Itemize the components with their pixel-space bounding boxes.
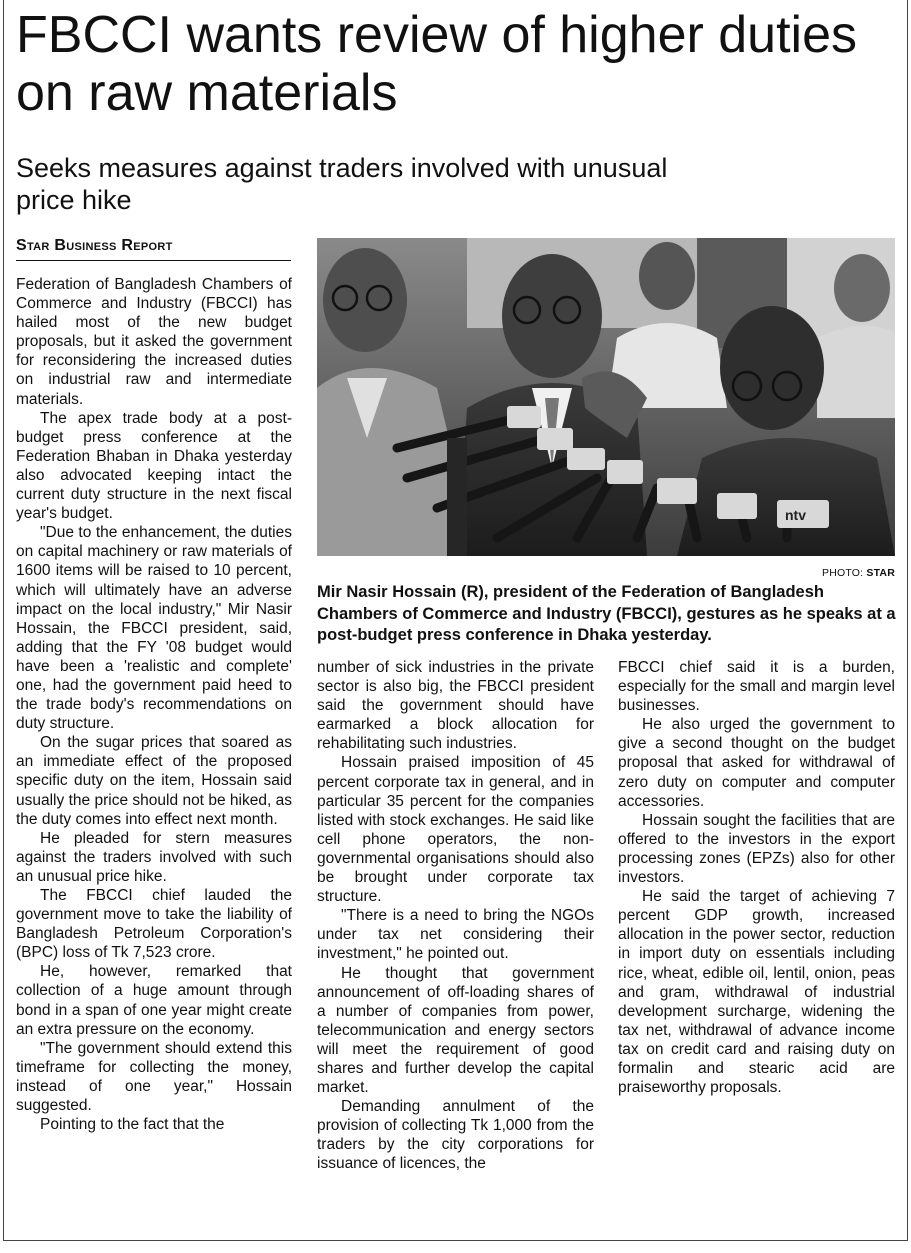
paragraph: Federation of Bangladesh Chambers of Commerce and Industry (FBCCI) has hailed most of the new budget proposals, but it asked the government for reconsidering the increased duties on industrial raw and intermediate materials.: [16, 276, 292, 408]
photo-credit-source: STAR: [866, 567, 895, 579]
paragraph: number of sick industries in the private sector is also big, the FBCCI president said the government should have earmarked a block allocation for rehabilitating such industries.: [317, 659, 594, 753]
byline: Star Business Report: [16, 237, 291, 261]
page-border-left: [3, 0, 4, 1241]
paragraph: He also urged the government to give a second thought on the budget proposal that asked for withdrawal of zero duty on computer and computer accessories.: [618, 716, 895, 810]
photo-credit: [700, 567, 895, 579]
page-border-right: [907, 0, 908, 1241]
photo-caption: Mir Nasir Hossain (R), president of the Federation of Bangladesh Chambers of Commerce and Industry (FBCCI), gestures as he speaks at a post-budget press conference in Dhaka yesterday.: [317, 583, 896, 644]
paragraph: Hossain sought the facilities that are offered to the investors in the export processing zones (EPZs) also for other investors.: [618, 811, 895, 887]
photo-credit-label: PHOTO:: [822, 567, 864, 579]
paragraph: Hossain praised imposition of 45 percent corporate tax in general, and in particular 35 percent for the companies listed with stock exchanges. He said like cell phone operators, the non-governmental organisations should also be brought under corporate tax structure.: [317, 754, 594, 906]
page-border-bottom: [3, 1240, 908, 1241]
paragraph: The apex trade body at a post-budget press conference at the Federation Bhaban in Dhaka yesterday also advocated keeping intact the current duty structure in the next fiscal year's budget.: [16, 409, 292, 523]
paragraph: He, however, remarked that collection of a huge amount through bond in a span of one year might create an extra pressure on the economy.: [16, 963, 292, 1038]
article-column-3: [618, 658, 895, 1240]
paragraph: "Due to the enhancement, the duties on capital machinery or raw materials of 1600 items will be raised to 10 percent, which will ultimately have an adverse impact on the local industry," Mir Nasir Hossain, the FBCCI president, said, adding that the FY '08 budget would have been a 'realistic and complete' one, had the government paid heed to the trade body's recommendations on duty structure.: [16, 524, 292, 733]
press-conference-photo: [317, 238, 895, 556]
paragraph: The FBCCI chief lauded the government move to take the liability of Bangladesh Petroleum Corporation's (BPC) loss of Tk 7,523 crore.: [16, 887, 292, 962]
microphone-flag-label: ntv: [785, 507, 806, 523]
paragraph: FBCCI chief said it is a burden, especially for the small and margin level businesses.: [618, 659, 895, 715]
paragraph: He said the target of achieving 7 percent GDP growth, increased allocation in the power sector, reduction in import duty on essentials including rice, wheat, edible oil, lentil, onion, peas and gram, withdrawal of industrial development surcharge, widening the tax net, withdrawal of advance income tax on credit card and raising duty on formalin and stearic acid are praiseworthy proposals.: [618, 888, 895, 1097]
paragraph: Pointing to the fact that the: [40, 1116, 225, 1134]
paragraph: Demanding annulment of the provision of collecting Tk 1,000 from the traders by the city corporations for issuance of licences, the: [317, 1098, 594, 1173]
paragraph: He thought that government announcement of off-loading shares of a number of companies from power, telecommunication and energy sectors will meet the requirement of good shares and further develop the capital market.: [317, 964, 594, 1097]
paragraph: He pleaded for stern measures against the traders involved with such an unusual price hike.: [16, 829, 292, 885]
paragraph: On the sugar prices that soared as an immediate effect of the proposed specific duty on the item, Hossain said usually the price should not be hiked, as the duty comes into effect next month.: [16, 734, 292, 828]
paragraph: "The government should extend this timeframe for collecting the money, instead of one year," Hossain suggested.: [16, 1039, 292, 1115]
article-column-1: [16, 275, 292, 1240]
headline: FBCCI wants review of higher duties on raw materials: [16, 6, 858, 122]
article-column-2: [317, 658, 594, 1240]
subheadline: Seeks measures against traders involved with unusual price hike: [16, 153, 668, 215]
paragraph: "There is a need to bring the NGOs under tax net considering their investment," he pointed out.: [317, 907, 594, 963]
